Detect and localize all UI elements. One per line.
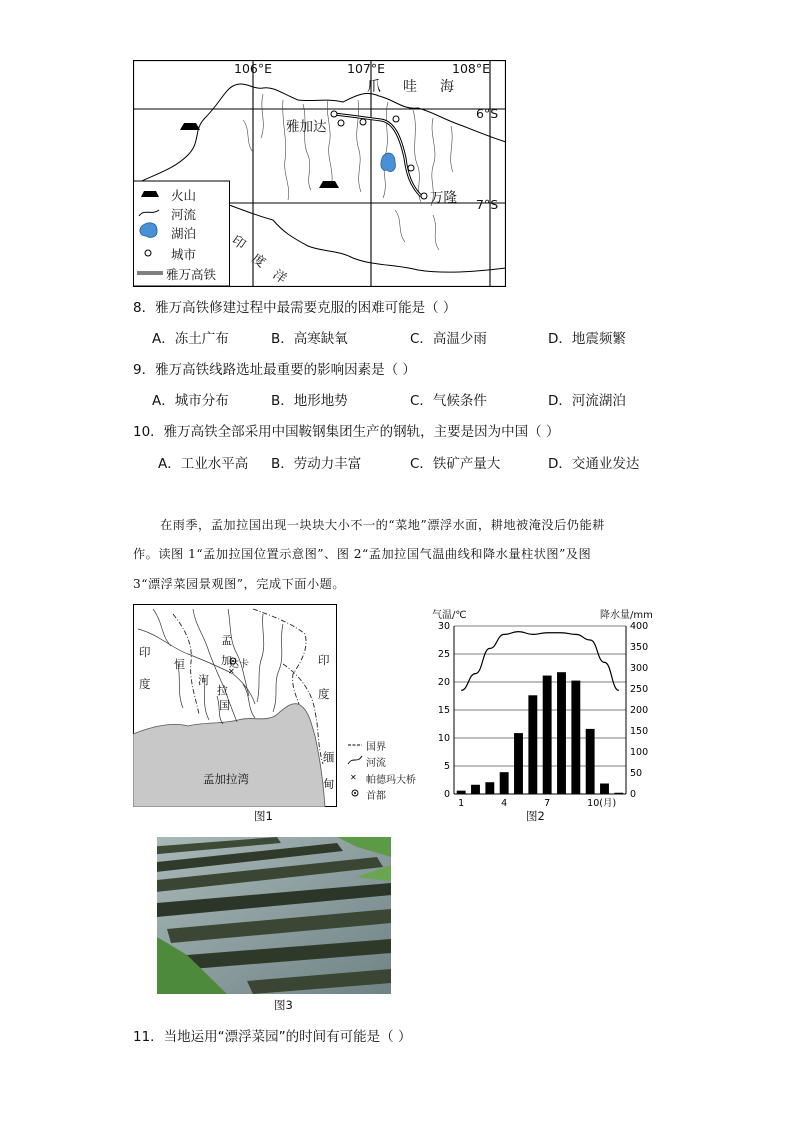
left-axis-tick-label: 5 <box>443 761 450 772</box>
right-axis-tick-label: 200 <box>630 705 649 716</box>
question-8-option-d[interactable]: D．地震频繁 <box>548 331 626 347</box>
question-10-option-d[interactable]: D．交通业发达 <box>548 456 640 472</box>
city-marker-jakarta <box>331 111 337 117</box>
fig3-caption: 图3 <box>274 998 293 1012</box>
legend-river-label: 河流 <box>171 207 197 222</box>
precipitation-bar <box>557 672 566 794</box>
precipitation-bar <box>586 729 595 794</box>
legend-city-symbol <box>145 250 151 256</box>
sea-label-char: 哇 <box>403 79 417 95</box>
right-axis-tick-label: 150 <box>630 726 649 737</box>
fig1-legend-border: 国界 <box>366 742 386 753</box>
label-dhaka: 达卡 <box>229 659 249 670</box>
label-bangladesh-char: 孟 <box>221 634 232 647</box>
label-india-east-char: 度 <box>318 687 330 701</box>
legend-volcano-symbol <box>141 191 159 197</box>
question-9-option-a[interactable]: A．城市分布 <box>152 393 229 409</box>
legend-volcano-label: 火山 <box>171 188 197 203</box>
legend-city-label: 城市 <box>171 247 197 262</box>
floating-garden-photo <box>157 837 391 994</box>
precipitation-bar <box>571 681 580 794</box>
left-axis-tick-label: 10 <box>437 733 450 744</box>
left-axis-tick-label: 25 <box>437 649 450 660</box>
label-bay-of-bengal: 孟加拉湾 <box>203 772 249 786</box>
right-axis-tick-label: 400 <box>630 621 649 632</box>
right-axis-tick-label: 350 <box>630 642 649 653</box>
left-axis-tick-label: 20 <box>437 677 450 688</box>
city-label-jakarta: 雅加达 <box>286 119 327 135</box>
intro-line-2: 作。读图 1“孟加拉国位置示意图”、图 2“孟加拉国气温曲线和降水量柱状图”及图 <box>133 547 592 561</box>
label-bangladesh-char: 拉 <box>217 684 228 697</box>
label-ganges-char: 河 <box>198 674 209 687</box>
legend-lake-label: 湖泊 <box>171 226 197 241</box>
label-india-west-char: 印 <box>139 645 151 659</box>
question-9-option-d[interactable]: D．河流湖泊 <box>548 393 626 409</box>
fig1-legend-capital: 首都 <box>366 791 386 802</box>
x-axis-tick-label: 4 <box>501 798 508 809</box>
label-bangladesh-char: 加 <box>221 654 232 667</box>
label-india-west-char: 度 <box>139 677 151 691</box>
fig2-caption: 图2 <box>526 809 545 823</box>
precipitation-bar <box>614 793 623 794</box>
precipitation-bar <box>500 772 509 794</box>
left-axis-tick-label: 30 <box>437 621 450 632</box>
right-axis-tick-label: 100 <box>630 747 649 758</box>
label-ganges-char: 恒 <box>174 658 185 671</box>
sea-label-char: 爪 <box>367 79 381 95</box>
climate-chart <box>430 604 660 818</box>
precipitation-bar <box>471 785 480 794</box>
legend-railway-label: 雅万高铁 <box>166 267 217 282</box>
bridge-legend-symbol: ✕ <box>350 773 357 782</box>
right-axis-tick-label: 50 <box>630 768 643 779</box>
climate-chart-svg <box>430 604 660 818</box>
question-9-stem: 9．雅万高铁线路选址最重要的影响因素是（ ） <box>133 362 416 378</box>
lon-label-108: 108°E <box>452 61 491 76</box>
left-axis-title: 气温/℃ <box>432 610 467 621</box>
city-marker-bandung <box>421 193 427 199</box>
fig1-legend-river: 河流 <box>366 758 386 769</box>
intro-line-1: 在雨季，孟加拉国出现一块块大小不一的“菜地”漂浮水面，耕地被淹没后仍能耕 <box>160 518 605 532</box>
label-india-east-char: 印 <box>318 653 330 667</box>
city-label-bandung: 万隆 <box>430 190 457 206</box>
precipitation-bar <box>457 791 466 794</box>
lon-label-106: 106°E <box>234 61 273 76</box>
lon-label-107: 107°E <box>347 61 386 76</box>
precipitation-bar <box>543 676 552 794</box>
question-10-option-a[interactable]: A．工业水平高 <box>158 456 249 472</box>
x-axis-tick-label: 7 <box>544 798 551 809</box>
label-myanmar-char: 缅 <box>323 750 335 764</box>
bangladesh-map <box>133 604 337 807</box>
bridge-marker: ✕ <box>228 667 235 676</box>
floating-garden-illustration <box>157 837 391 994</box>
x-axis-tick-label: 1 <box>458 798 465 809</box>
question-10-option-b[interactable]: B．劳动力丰富 <box>271 456 362 472</box>
question-8-stem: 8．雅万高铁修建过程中最需要克服的困难可能是（ ） <box>133 300 457 316</box>
precipitation-bar <box>485 782 494 794</box>
right-axis-tick-label: 0 <box>630 789 637 800</box>
question-11-stem: 11．当地运用“漂浮菜园”的时间有可能是（ ） <box>133 1029 412 1045</box>
x-axis-tick-label: 10(月) <box>587 798 617 809</box>
fig1-legend <box>346 738 426 804</box>
right-axis-tick-label: 250 <box>630 684 649 695</box>
right-axis-title: 降水量/mm <box>600 610 653 621</box>
question-9-option-b[interactable]: B．地形地势 <box>271 393 348 409</box>
left-axis-tick-label: 0 <box>443 789 450 800</box>
lat-label-7s: 7°S <box>476 197 499 212</box>
fig1-caption: 图1 <box>254 809 273 823</box>
intro-line-3: 3“漂浮菜园景观图”，完成下面小题。 <box>133 577 346 591</box>
right-axis-tick-label: 300 <box>630 663 649 674</box>
sea-label-char: 海 <box>440 79 454 95</box>
left-axis-tick-label: 15 <box>437 705 450 716</box>
question-8-option-b[interactable]: B．高寒缺氧 <box>271 331 348 347</box>
river-legend-symbol <box>348 756 362 764</box>
question-10-option-c[interactable]: C．铁矿产量大 <box>410 456 501 472</box>
question-10-stem: 10．雅万高铁全部采用中国鞍钢集团生产的钢轨，主要是因为中国（ ） <box>133 424 560 440</box>
label-bangladesh-char: 国 <box>219 699 230 712</box>
ocean-label-char: 印 <box>228 233 248 254</box>
label-myanmar-char: 甸 <box>323 777 335 791</box>
question-9-option-c[interactable]: C．气候条件 <box>410 393 487 409</box>
question-8-option-c[interactable]: C．高温少雨 <box>410 331 487 347</box>
ocean-label-char: 洋 <box>269 267 289 288</box>
ocean-label-char: 度 <box>248 251 268 272</box>
lat-label-6s: 6°S <box>476 106 499 121</box>
precipitation-bar <box>514 733 523 794</box>
fig1-legend-symbols <box>346 738 366 804</box>
java-map <box>133 60 506 287</box>
fig1-legend-bridge: 帕德玛大桥 <box>366 775 416 786</box>
lake-shape <box>381 153 395 171</box>
question-8-option-a[interactable]: A．冻土广布 <box>152 331 229 347</box>
precipitation-bar <box>528 695 537 794</box>
temperature-curve <box>461 632 619 691</box>
precipitation-bar <box>600 784 609 795</box>
